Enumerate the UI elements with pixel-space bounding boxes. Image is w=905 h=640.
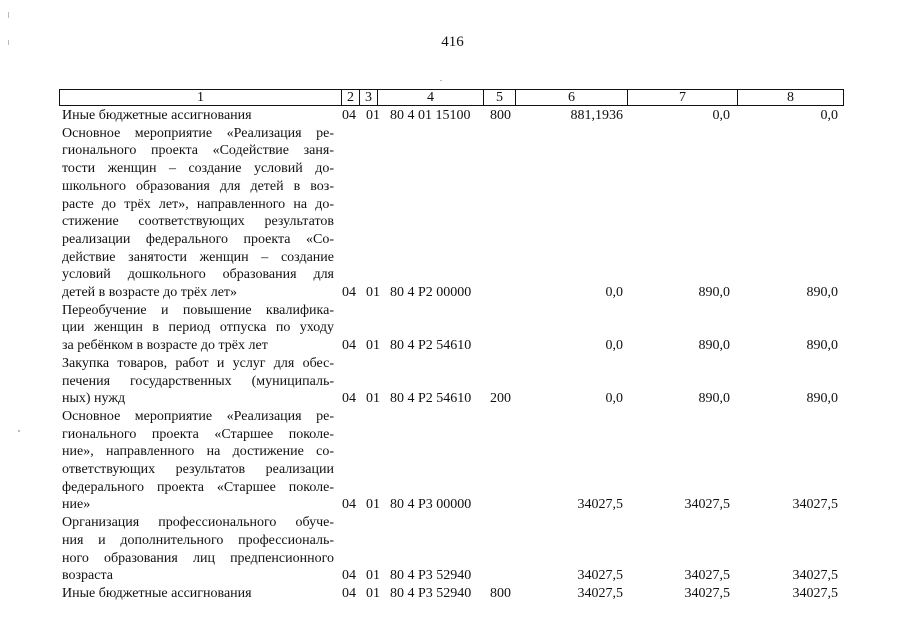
target-article-code: 80 4 P2 54610 (390, 391, 472, 407)
scan-mark (8, 40, 9, 45)
description-line: Закупка товаров, работ и услуг для обес- (62, 355, 334, 371)
budget-code-subsection: 01 (366, 338, 380, 354)
budget-code-section: 04 (342, 568, 356, 584)
header-col-3: 3 (360, 90, 378, 105)
description-line: Переобучение и повышение квалифика- (62, 302, 334, 318)
row-description (62, 125, 334, 302)
budget-code-section: 04 (342, 284, 356, 300)
row-description (62, 355, 334, 408)
target-article-code: 80 4 P2 00000 (390, 284, 472, 300)
row-description (62, 514, 334, 585)
expense-type-code: 200 (490, 391, 511, 407)
description-line: Основное мероприятие «Реализация ре- (62, 125, 334, 141)
description-line: стижение соответствующих результатов (62, 214, 334, 230)
target-article-code: 80 4 P3 00000 (390, 497, 472, 513)
budget-code-section: 04 (342, 585, 356, 601)
amount-year-3: 34027,5 (792, 497, 838, 513)
budget-code-section: 04 (342, 338, 356, 354)
amount-year-2: 890,0 (698, 391, 730, 407)
amount-year-1: 34027,5 (577, 568, 623, 584)
description-line: ного образования лиц предпенсионного (62, 550, 334, 566)
header-col-7: 7 (628, 90, 738, 105)
budget-code-section: 04 (342, 108, 356, 123)
amount-year-3: 890,0 (806, 284, 838, 300)
amount-year-3: 890,0 (806, 338, 838, 354)
description-line: ния и дополнительного профессиональ- (62, 532, 334, 548)
description-line: федерального проекта «Старшее поколе- (62, 479, 334, 495)
description-line: Основное мероприятие «Реализация ре- (62, 408, 334, 424)
budget-code-subsection: 01 (366, 391, 380, 407)
amount-year-1: 34027,5 (577, 585, 623, 601)
description-line: детей в возрасте до трёх лет» (62, 285, 238, 301)
amount-year-2: 34027,5 (684, 497, 730, 513)
amount-year-1: 0,0 (605, 284, 623, 300)
row-description (62, 408, 334, 514)
amount-year-2: 34027,5 (684, 568, 730, 584)
amount-year-3: 34027,5 (792, 585, 838, 601)
amount-year-1: 0,0 (605, 338, 623, 354)
header-col-2: 2 (342, 90, 360, 105)
description-line: Организация профессионального обуче- (62, 515, 334, 531)
row-description (62, 302, 334, 355)
header-col-8: 8 (787, 90, 794, 105)
description-line: ние» (62, 497, 91, 513)
description-line: действие занятости женщин – создание (62, 249, 334, 265)
scan-mark (18, 430, 20, 432)
amount-year-3: 0,0 (820, 108, 838, 123)
scan-mark (8, 12, 9, 18)
amount-year-2: 34027,5 (684, 585, 730, 601)
description-line: расте до трёх лет», направленного на до- (62, 196, 334, 212)
target-article-code: 80 4 P3 52940 (390, 585, 472, 601)
budget-code-section: 04 (342, 391, 356, 407)
amount-year-1: 881,1936 (570, 108, 623, 123)
budget-code-section: 04 (342, 497, 356, 513)
scan-mark (440, 80, 442, 81)
amount-year-2: 890,0 (698, 338, 730, 354)
header-col-5: 5 (484, 90, 516, 105)
row-description (62, 107, 334, 125)
table-header (59, 89, 844, 106)
description-line: ции женщин в период отпуска по уходу (62, 320, 334, 336)
description-line: ответствующих результатов реализации (62, 462, 334, 477)
description-line: гионального проекта «Старшее поколе- (62, 426, 334, 442)
budget-code-subsection: 01 (366, 497, 380, 513)
header-col-4: 4 (378, 90, 484, 105)
amount-year-2: 890,0 (698, 284, 730, 300)
amount-year-1: 34027,5 (577, 497, 623, 513)
description-line: гионального проекта «Содействие заня- (62, 143, 334, 159)
header-col-6: 6 (516, 90, 628, 105)
description-line: школьного образования для детей в воз- (62, 178, 334, 194)
expense-type-code: 800 (490, 585, 511, 601)
row-description (62, 585, 334, 603)
target-article-code: 80 4 P2 54610 (390, 338, 472, 354)
amount-year-3: 34027,5 (792, 568, 838, 584)
description-line: ние», направленного на достижение со- (62, 444, 334, 460)
description-line: тости женщин – создание условий до- (62, 161, 334, 177)
description-line: ных) нужд (62, 391, 126, 407)
target-article-code: 80 4 01 15100 (390, 108, 471, 123)
amount-year-1: 0,0 (605, 391, 623, 407)
description-line: за ребёнком в возрасте до трёх лет (62, 338, 268, 354)
description-line: условий дошкольного образования для (62, 267, 334, 283)
page-number: 416 (441, 34, 464, 50)
description-line: реализации федерального проекта «Со- (62, 231, 334, 247)
description-line: Иные бюджетные ассигнования (62, 108, 252, 123)
header-col-1: 1 (60, 90, 342, 105)
budget-code-subsection: 01 (366, 585, 380, 601)
amount-year-3: 890,0 (806, 391, 838, 407)
description-line: печения государственных (муниципаль- (62, 373, 334, 389)
description-line: Иные бюджетные ассигнования (62, 585, 252, 601)
budget-code-subsection: 01 (366, 568, 380, 584)
budget-code-subsection: 01 (366, 284, 380, 300)
description-line: возраста (62, 568, 113, 584)
target-article-code: 80 4 P3 52940 (390, 568, 472, 584)
amount-year-2: 0,0 (712, 108, 730, 123)
expense-type-code: 800 (490, 108, 511, 123)
budget-code-subsection: 01 (366, 108, 380, 123)
